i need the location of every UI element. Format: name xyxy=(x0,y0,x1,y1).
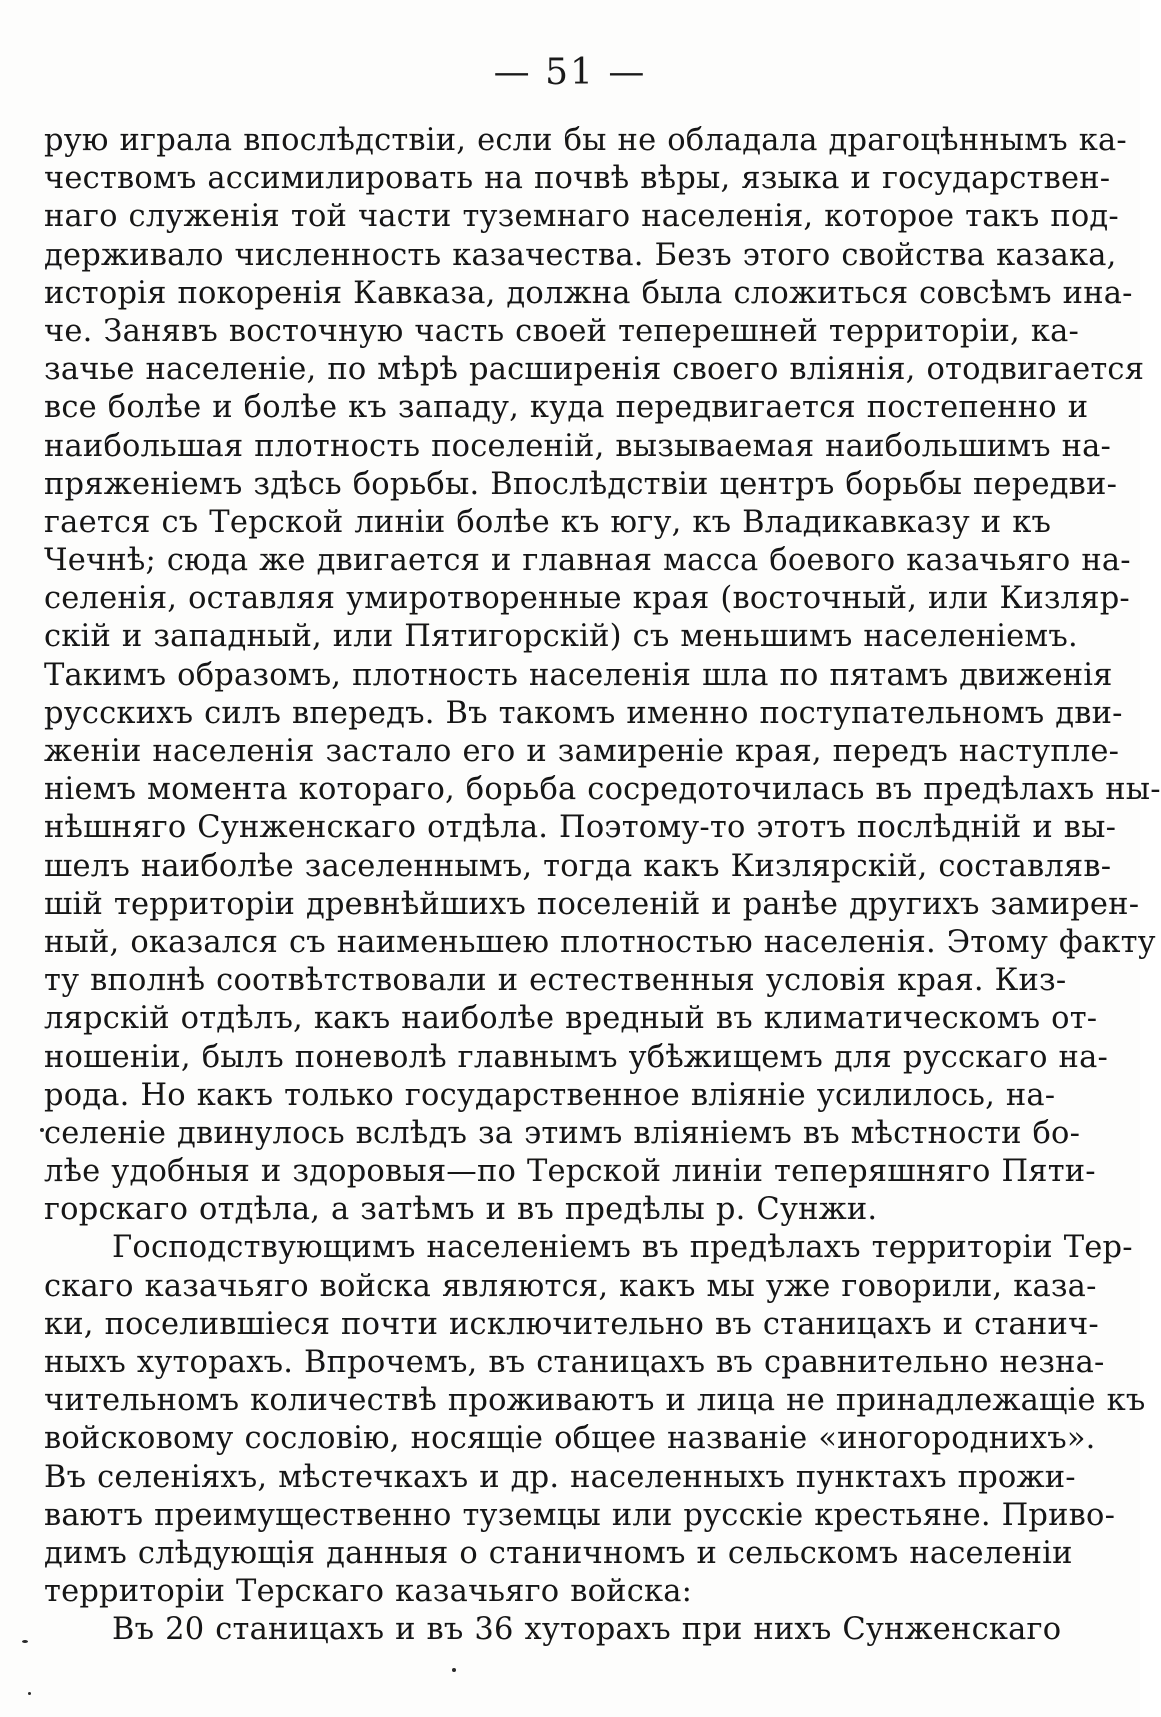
text-line: все болѣе и болѣе къ западу, куда передвигается постепенно и xyxy=(44,390,1089,426)
text-line: держивало численность казачества. Безъ этого свойства казака, xyxy=(44,237,1117,273)
text-line: ки, поселившіеся почти исключительно въ станицахъ и станич- xyxy=(44,1306,1099,1342)
text-line: рода. Но какъ только государственное вліяніе усилилось, на- xyxy=(44,1077,1056,1113)
text-line: ный, оказался съ наименьшею плотностью населенія. Этому факту xyxy=(44,924,1156,960)
text-line: че. Занявъ восточную часть своей теперешней территоріи, ка- xyxy=(44,313,1079,349)
text-line: Господствующимъ населеніемъ въ предѣлахъ территоріи Тер- xyxy=(112,1230,1133,1266)
text-line: Въ 20 станицахъ и въ 36 хуторахъ при нихъ Сунженскаго xyxy=(112,1612,1062,1648)
text-line: скій и западный, или Пятигорскій) съ меньшимъ населеніемъ. xyxy=(44,619,1078,655)
text-line: наибольшая плотность поселеній, вызываемая наибольшимъ на- xyxy=(44,428,1112,464)
scan-speck xyxy=(452,1668,456,1672)
scan-speck xyxy=(22,1640,28,1643)
text-line: селеніе двинулось вслѣдъ за этимъ вліяніемъ въ мѣстности бо- xyxy=(44,1115,1081,1151)
text-line: шелъ наиболѣе заселеннымъ, тогда какъ Кизлярскій, составляв- xyxy=(44,848,1112,884)
text-line: территоріи Терскаго казачьяго войска: xyxy=(44,1574,693,1610)
text-line: ніемъ момента котораго, борьба сосредоточилась въ предѣлахъ ны- xyxy=(44,772,1161,808)
text-line: женіи населенія застало его и замиреніе края, передъ наступле- xyxy=(44,734,1120,769)
text-line: зачье населеніе, по мѣрѣ расширенія своего вліянія, отодвигается xyxy=(44,352,1145,388)
text-line: Такимъ образомъ, плотность населенія шла по пятамъ движенія xyxy=(44,657,1113,693)
text-line: пряженіемъ здѣсь борьбы. Впослѣдствіи центръ борьбы передви- xyxy=(44,466,1118,502)
text-line: рую играла впослѣдствіи, если бы не обладала драгоцѣннымъ ка- xyxy=(44,123,1127,158)
text-line: чительномъ количествѣ проживаютъ и лица не принадлежащіе къ xyxy=(44,1383,1146,1419)
text-line: Въ селеніяхъ, мѣстечкахъ и др. населенныхъ пунктахъ прожи- xyxy=(44,1459,1076,1495)
text-line: гается съ Терской линіи болѣе къ югу, къ Владикавказу и къ xyxy=(44,504,1052,540)
text-line: ту вполнѣ соотвѣтствовали и естественныя условія края. Киз- xyxy=(44,963,1067,999)
text-line: русскихъ силъ впередъ. Въ такомъ именно поступательномъ дви- xyxy=(44,695,1123,731)
text-line: чествомъ ассимилировать на почвѣ вѣры, языка и государствен- xyxy=(44,161,1111,197)
text-line: исторія покоренія Кавказа, должна была сложиться совсѣмъ ина- xyxy=(44,275,1133,311)
text-line: селенія, оставляя умиротворенные края (восточный, или Кизляр- xyxy=(44,581,1130,617)
text-line: шій территоріи древнѣйшихъ поселеній и ранѣе другихъ замирен- xyxy=(44,886,1140,922)
paragraph-2 xyxy=(44,1229,1146,1611)
paragraph-3 xyxy=(44,1611,1062,1649)
body-text xyxy=(44,122,1161,1650)
text-line: лярскій отдѣлъ, какъ наиболѣе вредный въ климатическомъ от- xyxy=(44,1001,1098,1037)
text-line: наго служенія той части туземнаго населенія, которое такъ под- xyxy=(44,199,1119,235)
scan-speck xyxy=(40,1128,44,1132)
text-line: лѣе удобныя и здоровыя—по Терской линіи теперяшняго Пяти- xyxy=(44,1154,1096,1190)
text-line: ваютъ преимущественно туземцы или русскіе крестьяне. Приво- xyxy=(44,1497,1116,1533)
text-line: ныхъ хуторахъ. Впрочемъ, въ станицахъ въ сравнительно незна- xyxy=(44,1345,1105,1380)
text-line: войсковому сословію, носящіе общее названіе «иногороднихъ». xyxy=(44,1421,1096,1457)
text-line: ношеніи, былъ поневолѣ главнымъ убѣжищемъ для русскаго на- xyxy=(44,1039,1108,1075)
scan-speck xyxy=(28,1692,31,1695)
text-line: горскаго отдѣла, а затѣмъ и въ предѣлы р. Сунжи. xyxy=(44,1192,878,1228)
text-line: скаго казачьяго войска являются, какъ мы уже говорили, каза- xyxy=(44,1268,1097,1304)
paragraph-1 xyxy=(44,122,1161,1229)
text-line: Чечнѣ; сюда же двигается и главная масса боевого казачьяго на- xyxy=(44,543,1131,579)
text-line: нѣшняго Сунженскаго отдѣла. Поэтому-то этотъ послѣдній и вы- xyxy=(44,810,1117,846)
page-number: — 51 — xyxy=(493,52,647,93)
text-line: димъ слѣдующія данныя о станичномъ и сельскомъ населеніи xyxy=(44,1535,1073,1571)
